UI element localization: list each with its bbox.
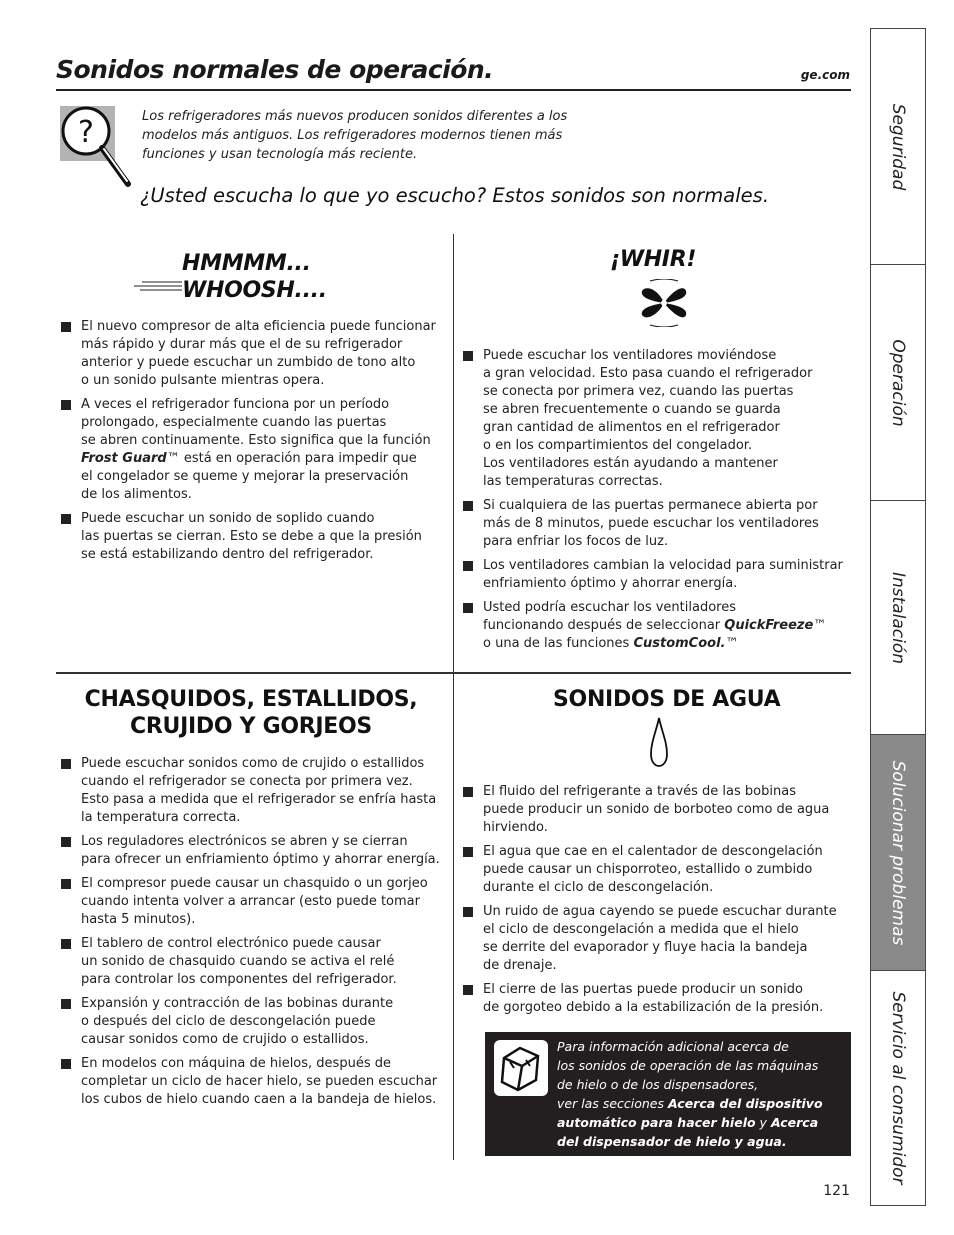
question-magnifier-icon: [58, 104, 136, 190]
page-number: 121: [823, 1183, 850, 1199]
whir-heading: ¡WHIR!: [610, 247, 697, 272]
list-item: Puede escuchar un sonido de soplido cuando las puertas se cierran. Esto se debe a que la presión se está estabilizando dentro del refrigerador.: [56, 510, 451, 564]
list-item: Puede escuchar los ventiladores moviéndose a gran velocidad. Esto pasa cuando el refrigerador se conecta por primera vez, cuando las puertas se abren frecuentemente o cuando se guarda gran cantidad de alimentos en el refrigerador o en los compartimientos del congelador. Los ventiladores están ayudando a mantener las temperaturas correctas.: [458, 347, 856, 491]
whoosh-lines-icon: [134, 279, 184, 295]
list-item: A veces el refrigerador funciona por un período prolongado, especialmente cuando las puertas se abren continuamente. Esto significa que la función Frost Guard™ está en operación para impedir que el congelador se queme y mejorar la preservación de los alimentos.: [56, 396, 451, 504]
agua-heading: SONIDOS DE AGUA: [553, 687, 781, 712]
list-item: En modelos con máquina de hielos, después de completar un ciclo de hacer hielo, se pueden escuchar los cubos de hielo cuando caen a la bandeja de hielos.: [56, 1055, 451, 1109]
list-item: El nuevo compresor de alta eficiencia puede funcionar más rápido y durar más que el de su refrigerador anterior y puede escuchar un zumbido de tono alto o un sonido pulsante mientras opera.: [56, 318, 451, 390]
chasquidos-bullet-list: [56, 755, 451, 1115]
column-divider-bottom: [453, 674, 454, 1160]
callout-text: Para información adicional acerca de los sonidos de operación de las máquinas de hielo o de los dispensadores, ver las secciones Acerca del dispositivo automático para hacer hielo y Acerca del dispensador de hielo y agua.: [557, 1039, 823, 1149]
site-link[interactable]: ge.com: [800, 68, 850, 82]
column-divider-top: [453, 234, 454, 672]
tab-operacion[interactable]: Operación: [871, 265, 925, 501]
list-item: Puede escuchar sonidos como de crujido o estallidos cuando el refrigerador se conecta por primera vez. Esto pasa a medida que el refrigerador se enfría hasta la temperatura correcta.: [56, 755, 451, 827]
title-rule: [56, 89, 851, 91]
water-drop-icon: [648, 716, 670, 768]
list-item: Si cualquiera de las puertas permanece abierta por más de 8 minutos, puede escuchar los ventiladores para enfriar los focos de luz.: [458, 497, 856, 551]
subhead: ¿Usted escucha lo que yo escucho? Estos sonidos son normales.: [140, 184, 770, 207]
list-item: El fluido del refrigerante a través de las bobinas puede producir un sonido de borboteo como de agua hirviendo.: [458, 783, 856, 837]
tab-instalacion[interactable]: Instalación: [871, 501, 925, 735]
whir-bullet-list: [458, 347, 856, 659]
list-item: Los ventiladores cambian la velocidad para suministrar enfriamiento óptimo y ahorrar energía.: [458, 557, 856, 593]
list-item: Expansión y contracción de las bobinas durante o después del ciclo de descongelación puede causar sonidos como de crujido o estallidos.: [56, 995, 451, 1049]
tab-solucionar-problemas[interactable]: Solucionar problemas: [871, 735, 925, 971]
list-item: El agua que cae en el calentador de descongelación puede causar un chisporroteo, estallido o zumbido durante el ciclo de descongelación.: [458, 843, 856, 897]
ice-maker-icon: [492, 1038, 550, 1098]
list-item: Un ruido de agua cayendo se puede escuchar durante el ciclo de descongelación a medida que el hielo se derrite del evaporador y fluye hacia la bandeja de drenaje.: [458, 903, 856, 975]
side-tab-bar: [870, 28, 926, 1206]
chasquidos-heading: CHASQUIDOS, ESTALLIDOS, CRUJIDO Y GORJEOS: [84, 687, 418, 739]
list-item: El tablero de control electrónico puede causar un sonido de chasquido cuando se activa el relé para controlar los componentes del refrigerador.: [56, 935, 451, 989]
fan-icon: [638, 279, 690, 327]
tab-servicio-al-consumidor[interactable]: Servicio al consumidor: [888, 991, 908, 1185]
hmmm-heading: HMMMM... WHOOSH....: [182, 251, 327, 303]
list-item: El compresor puede causar un chasquido o un gorjeo cuando intenta volver a arrancar (esto puede tomar hasta 5 minutos).: [56, 875, 451, 929]
tab-seguridad[interactable]: Seguridad: [871, 29, 925, 265]
list-item: Los reguladores electrónicos se abren y se cierran para ofrecer un enfriamiento óptimo y ahorrar energía.: [56, 833, 451, 869]
intro-text: Los refrigeradores más nuevos producen sonidos diferentes a los modelos más antiguos. Los refrigeradores modernos tienen más funciones y usan tecnología más reciente.: [142, 109, 568, 162]
list-item: El cierre de las puertas puede producir un sonido de gorgoteo debido a la estabilización de la presión.: [458, 981, 856, 1017]
hmmm-bullet-list: [56, 318, 451, 570]
page-title: Sonidos normales de operación.: [56, 55, 494, 84]
list-item: Usted podría escuchar los ventiladores funcionando después de seleccionar QuickFreeze™ o una de las funciones CustomCool.™: [458, 599, 856, 653]
svg-text:?: ?: [78, 115, 94, 150]
agua-bullet-list: [458, 783, 856, 1023]
